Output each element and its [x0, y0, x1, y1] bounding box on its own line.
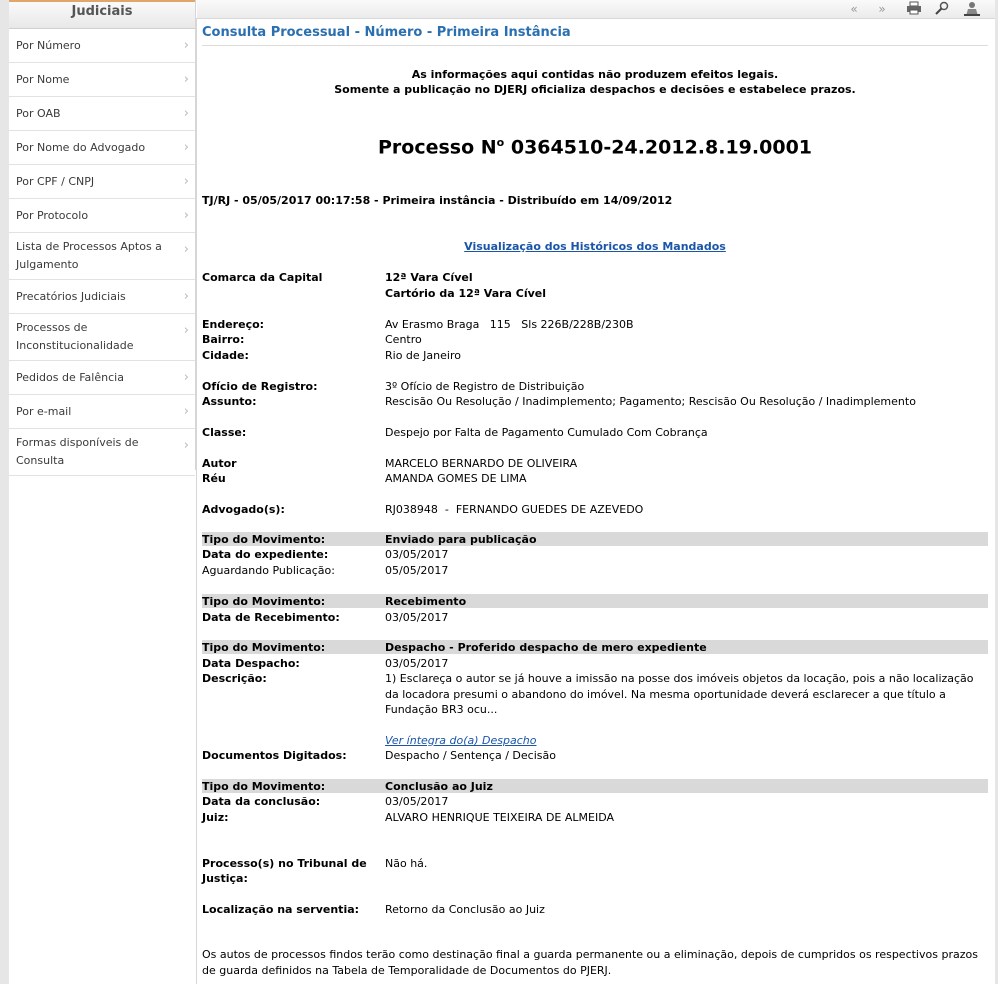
- process-meta: TJ/RJ - 05/05/2017 00:17:58 - Primeira instância - Distribuído em 14/09/2012: [202, 194, 673, 207]
- comarca-label: Comarca da Capital: [202, 271, 323, 284]
- chevron-right-icon: ›: [183, 174, 189, 189]
- sidebar-item-formas-consulta[interactable]: [9, 429, 195, 476]
- content-border: [196, 18, 197, 984]
- chevron-right-icon: ›: [183, 370, 189, 385]
- ver-integra-link[interactable]: Ver íntegra do(a) Despacho: [385, 734, 537, 747]
- title-divider: [202, 45, 988, 46]
- ver-integra-link-wrap: [385, 733, 537, 748]
- print-icon[interactable]: [905, 1, 923, 17]
- sidebar-item-label: Por Protocolo: [16, 208, 89, 222]
- sidebar-item-por-numero[interactable]: [9, 29, 195, 63]
- footer-notice: Os autos de processos findos terão como destinação final a guarda permanente ou a eliminação, depois de cumpridos os respectivos prazos de guarda definidos na Tabela de Temporalidade de Documentos do PJERJ.: [202, 948, 978, 977]
- expediente-date-value: 03/05/2017: [385, 548, 449, 561]
- bairro-label: Bairro:: [202, 333, 245, 346]
- sidebar-item-inconstitucionalidade[interactable]: [9, 314, 195, 361]
- bairro-value: Centro: [385, 333, 422, 346]
- process-number: 0364510-24.2012.8.19.0001: [510, 136, 813, 159]
- autor-label: Autor: [202, 457, 237, 470]
- chevron-right-icon: ›: [183, 242, 189, 257]
- endereco-label: Endereço:: [202, 318, 265, 331]
- localizacao-value: Retorno da Conclusão ao Juiz: [385, 903, 545, 916]
- process-number-heading: [202, 136, 988, 158]
- autor-value: MARCELO BERNARDO DE OLIVEIRA: [385, 457, 578, 470]
- rewind-icon[interactable]: «: [850, 2, 858, 16]
- movement-type-value: Enviado para publicação: [385, 533, 537, 546]
- oficio-label: Ofício de Registro:: [202, 380, 318, 393]
- chevron-right-icon: ›: [183, 106, 189, 121]
- advogado-value: RJ038948 - FERNANDO GUEDES DE AZEVEDO: [385, 503, 644, 516]
- sidebar-item-label: Processos de Inconstitucionalidade: [16, 321, 134, 352]
- sidebar-item-por-cpf-cnpj[interactable]: [9, 165, 195, 199]
- endereco-value: Av Erasmo Braga 115 Sls 226B/228B/230B: [385, 318, 634, 331]
- recebimento-date-value: 03/05/2017: [385, 611, 449, 624]
- mandados-history-link[interactable]: Visualização dos Históricos dos Mandados: [464, 240, 726, 253]
- chevron-right-icon: ›: [183, 38, 189, 53]
- sidebar-item-label: Por Nome: [16, 72, 70, 86]
- left-gutter: [0, 0, 9, 984]
- reu-label: Réu: [202, 472, 226, 485]
- tribunal-value: Não há.: [385, 857, 428, 870]
- tribunal-label-2: Justiça:: [202, 872, 248, 885]
- sidebar-item-falencia[interactable]: [9, 361, 195, 395]
- movement-type-label: Tipo do Movimento:: [202, 533, 326, 546]
- classe-value: Despejo por Falta de Pagamento Cumulado Com Cobrança: [385, 426, 708, 439]
- chevron-right-icon: ›: [183, 323, 189, 338]
- sidebar-item-por-protocolo[interactable]: [9, 199, 195, 233]
- legal-notice-line-2: Somente a publicação no DJERJ oficializa despachos e decisões e estabelece prazos.: [334, 83, 856, 96]
- cidade-value: Rio de Janeiro: [385, 349, 461, 362]
- sidebar-item-label: Lista de Processos Aptos a Julgamento: [16, 240, 162, 271]
- movement-type-label: Tipo do Movimento:: [202, 780, 326, 793]
- descricao-label: Descrição:: [202, 672, 267, 685]
- chevron-right-icon: ›: [183, 289, 189, 304]
- sidebar-item-label: Pedidos de Falência: [16, 370, 124, 384]
- advogado-label: Advogado(s):: [202, 503, 285, 516]
- oficio-value: 3º Ofício de Registro de Distribuição: [385, 380, 585, 393]
- sidebar-item-email[interactable]: [9, 395, 195, 429]
- legal-notice-line-1: As informações aqui contidas não produzem efeitos legais.: [411, 68, 779, 81]
- sidebar: [9, 0, 196, 470]
- juiz-label: Juiz:: [202, 811, 229, 824]
- sidebar-item-lista-aptos[interactable]: [9, 233, 195, 280]
- chevron-right-icon: ›: [183, 438, 189, 453]
- assunto-label: Assunto:: [202, 395, 257, 408]
- sidebar-item-label: Precatórios Judiciais: [16, 289, 126, 303]
- movement-type-label: Tipo do Movimento:: [202, 641, 326, 654]
- assunto-value: Rescisão Ou Resolução / Inadimplemento; Pagamento; Rescisão Ou Resolução / Inadimplemento: [385, 395, 916, 408]
- sidebar-item-por-nome-advogado[interactable]: [9, 131, 195, 165]
- sidebar-item-por-oab[interactable]: [9, 97, 195, 131]
- movement-type-value: Despacho - Proferido despacho de mero expediente: [385, 641, 707, 654]
- sidebar-item-label: Por CPF / CNPJ: [16, 174, 95, 188]
- sidebar-item-label: Por e-mail: [16, 404, 72, 418]
- localizacao-label: Localização na serventia:: [202, 903, 360, 916]
- user-icon[interactable]: [963, 1, 981, 17]
- aguardando-label: Aguardando Publicação:: [202, 564, 335, 577]
- conclusao-date-value: 03/05/2017: [385, 795, 449, 808]
- chevron-right-icon: ›: [183, 140, 189, 155]
- despacho-date-label: Data Despacho:: [202, 657, 300, 670]
- process-sup: o: [496, 136, 505, 149]
- sidebar-item-por-nome[interactable]: [9, 63, 195, 97]
- cidade-label: Cidade:: [202, 349, 249, 362]
- descricao-value: 1) Esclareça o autor se já houve a imissão na posse dos imóveis objetos da locação, pois a não localização da locadora presumi o abandono do imóvel. Na mesma oportunidade deverá esclarecer a que título a Fundação BR3 ocu...: [385, 672, 974, 716]
- sidebar-item-label: Por Número: [16, 38, 81, 52]
- sidebar-list: [9, 29, 195, 476]
- fast-forward-icon[interactable]: »: [878, 2, 886, 16]
- chevron-right-icon: ›: [183, 72, 189, 87]
- sidebar-item-label: Por OAB: [16, 106, 61, 120]
- movement-type-label: Tipo do Movimento:: [202, 595, 326, 608]
- documentos-label: Documentos Digitados:: [202, 749, 347, 762]
- movement-type-value: Recebimento: [385, 595, 467, 608]
- classe-label: Classe:: [202, 426, 247, 439]
- documentos-value: Despacho / Sentença / Decisão: [385, 749, 556, 762]
- recebimento-date-label: Data de Recebimento:: [202, 611, 340, 624]
- tribunal-label-1: Processo(s) no Tribunal de: [202, 857, 367, 870]
- comarca-vara: 12ª Vara Cível: [385, 271, 473, 284]
- sidebar-item-label: Formas disponíveis de Consulta: [16, 436, 139, 467]
- search-icon[interactable]: [933, 1, 951, 17]
- chevron-right-icon: ›: [183, 404, 189, 419]
- despacho-date-value: 03/05/2017: [385, 657, 449, 670]
- aguardando-value: 05/05/2017: [385, 564, 449, 577]
- juiz-value: ALVARO HENRIQUE TEIXEIRA DE ALMEIDA: [385, 811, 615, 824]
- movement-type-value: Conclusão ao Juiz: [385, 780, 493, 793]
- sidebar-item-label: Por Nome do Advogado: [16, 140, 146, 154]
- page-title: Consulta Processual - Número - Primeira Instância: [202, 25, 571, 40]
- sidebar-title: Judiciais: [9, 0, 195, 29]
- reu-value: AMANDA GOMES DE LIMA: [385, 472, 527, 485]
- conclusao-date-label: Data da conclusão:: [202, 795, 321, 808]
- sidebar-item-precatorios[interactable]: [9, 280, 195, 314]
- process-prefix: Processo N: [377, 136, 497, 159]
- comarca-cartorio: Cartório da 12ª Vara Cível: [385, 287, 547, 300]
- chevron-right-icon: ›: [183, 208, 189, 223]
- expediente-date-label: Data do expediente:: [202, 548, 329, 561]
- toolbar: [197, 0, 995, 19]
